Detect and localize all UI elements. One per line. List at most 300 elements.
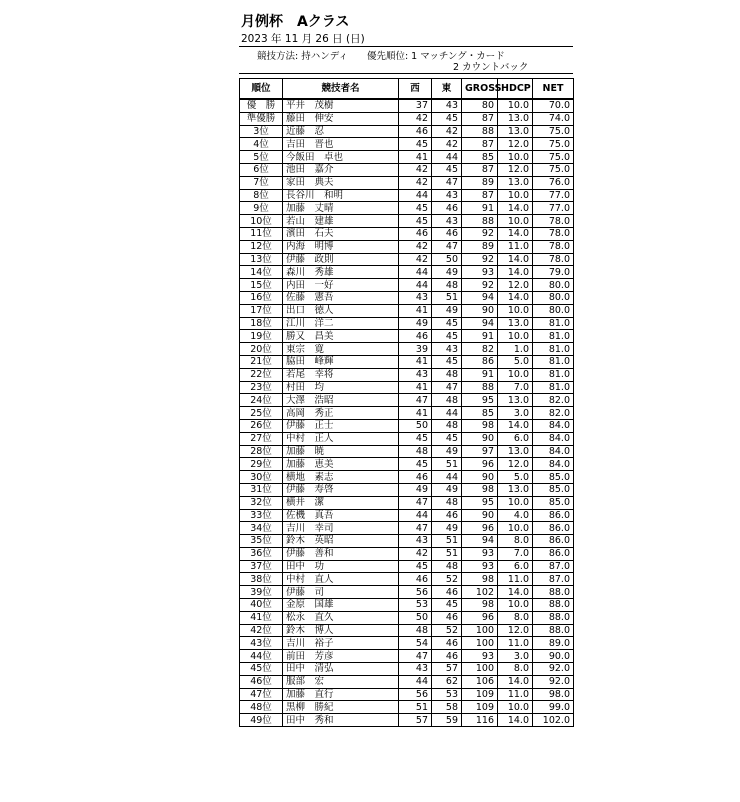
competition-rules <box>239 47 573 74</box>
rank-cell: 4位 <box>240 138 283 151</box>
hdcp-cell: 1.0 <box>498 343 533 356</box>
rank-cell: 42位 <box>240 624 283 637</box>
table-row <box>240 151 574 164</box>
table-row <box>240 189 574 202</box>
west-score-cell: 45 <box>399 432 432 445</box>
hdcp-cell: 12.0 <box>498 279 533 292</box>
player-name-cell: 鈴木 博人 <box>283 624 399 637</box>
east-score-cell: 47 <box>432 176 462 189</box>
net-cell: 78.0 <box>533 240 574 253</box>
west-score-cell: 37 <box>399 99 432 112</box>
table-row <box>240 714 574 727</box>
east-score-cell: 51 <box>432 535 462 548</box>
net-cell: 86.0 <box>533 522 574 535</box>
hdcp-cell: 8.0 <box>498 535 533 548</box>
player-name-cell: 吉田 晋也 <box>283 138 399 151</box>
east-score-cell: 47 <box>432 381 462 394</box>
west-score-cell: 41 <box>399 381 432 394</box>
east-score-cell: 43 <box>432 215 462 228</box>
player-name-cell: 大澤 浩昭 <box>283 394 399 407</box>
net-cell: 81.0 <box>533 330 574 343</box>
gross-cell: 102 <box>462 586 498 599</box>
east-score-cell: 46 <box>432 509 462 522</box>
table-row <box>240 202 574 215</box>
table-row <box>240 650 574 663</box>
west-score-cell: 41 <box>399 151 432 164</box>
table-row <box>240 599 574 612</box>
rank-cell: 45位 <box>240 663 283 676</box>
rank-cell: 13位 <box>240 253 283 266</box>
table-row <box>240 291 574 304</box>
player-name-cell: 伊藤 政則 <box>283 253 399 266</box>
player-name-cell: 横井 潔 <box>283 496 399 509</box>
rank-cell: 9位 <box>240 202 283 215</box>
west-score-cell: 44 <box>399 279 432 292</box>
header-player-name: 競技者名 <box>283 79 399 100</box>
player-name-cell: 黒柳 勝紀 <box>283 701 399 714</box>
player-name-cell: 加藤 恵美 <box>283 458 399 471</box>
gross-cell: 87 <box>462 112 498 125</box>
net-cell: 75.0 <box>533 138 574 151</box>
table-row <box>240 279 574 292</box>
gross-cell: 80 <box>462 99 498 112</box>
table-row <box>240 586 574 599</box>
net-cell: 78.0 <box>533 253 574 266</box>
hdcp-cell: 14.0 <box>498 586 533 599</box>
hdcp-cell: 7.0 <box>498 381 533 394</box>
west-score-cell: 47 <box>399 650 432 663</box>
player-name-cell: 濱田 石夫 <box>283 227 399 240</box>
net-cell: 70.0 <box>533 99 574 112</box>
player-name-cell: 若山 建雄 <box>283 215 399 228</box>
results-sheet <box>239 12 573 727</box>
east-score-cell: 50 <box>432 253 462 266</box>
hdcp-cell: 4.0 <box>498 509 533 522</box>
hdcp-cell: 6.0 <box>498 432 533 445</box>
west-score-cell: 54 <box>399 637 432 650</box>
hdcp-cell: 7.0 <box>498 547 533 560</box>
hdcp-cell: 12.0 <box>498 458 533 471</box>
gross-cell: 100 <box>462 637 498 650</box>
rank-cell: 12位 <box>240 240 283 253</box>
west-score-cell: 41 <box>399 407 432 420</box>
west-score-cell: 57 <box>399 714 432 727</box>
hdcp-cell: 10.0 <box>498 599 533 612</box>
gross-cell: 90 <box>462 432 498 445</box>
net-cell: 78.0 <box>533 215 574 228</box>
hdcp-cell: 10.0 <box>498 99 533 112</box>
gross-cell: 94 <box>462 317 498 330</box>
gross-cell: 87 <box>462 138 498 151</box>
west-score-cell: 42 <box>399 112 432 125</box>
gross-cell: 92 <box>462 227 498 240</box>
table-row <box>240 138 574 151</box>
gross-cell: 94 <box>462 535 498 548</box>
rules-line-1: 競技方法: 持ハンディ 優先順位: 1 マッチング・カード <box>257 51 505 62</box>
east-score-cell: 42 <box>432 125 462 138</box>
east-score-cell: 44 <box>432 471 462 484</box>
net-cell: 81.0 <box>533 381 574 394</box>
west-score-cell: 44 <box>399 509 432 522</box>
net-cell: 86.0 <box>533 535 574 548</box>
rank-cell: 44位 <box>240 650 283 663</box>
rank-cell: 18位 <box>240 317 283 330</box>
table-row <box>240 343 574 356</box>
player-name-cell: 伊藤 司 <box>283 586 399 599</box>
rank-cell: 30位 <box>240 471 283 484</box>
net-cell: 74.0 <box>533 112 574 125</box>
rank-cell: 39位 <box>240 586 283 599</box>
rank-cell: 47位 <box>240 688 283 701</box>
rank-cell: 46位 <box>240 675 283 688</box>
hdcp-cell: 11.0 <box>498 573 533 586</box>
gross-cell: 98 <box>462 419 498 432</box>
gross-cell: 96 <box>462 522 498 535</box>
table-row <box>240 240 574 253</box>
east-score-cell: 51 <box>432 547 462 560</box>
gross-cell: 88 <box>462 215 498 228</box>
net-cell: 77.0 <box>533 202 574 215</box>
player-name-cell: 佐機 真吾 <box>283 509 399 522</box>
east-score-cell: 45 <box>432 112 462 125</box>
west-score-cell: 43 <box>399 663 432 676</box>
net-cell: 89.0 <box>533 637 574 650</box>
west-score-cell: 45 <box>399 215 432 228</box>
table-row <box>240 624 574 637</box>
net-cell: 79.0 <box>533 266 574 279</box>
table-row <box>240 445 574 458</box>
table-row <box>240 432 574 445</box>
rank-cell: 31位 <box>240 483 283 496</box>
west-score-cell: 46 <box>399 125 432 138</box>
rank-cell: 28位 <box>240 445 283 458</box>
east-score-cell: 62 <box>432 675 462 688</box>
net-cell: 84.0 <box>533 432 574 445</box>
net-cell: 84.0 <box>533 458 574 471</box>
net-cell: 75.0 <box>533 163 574 176</box>
table-row <box>240 176 574 189</box>
player-name-cell: 松永 直久 <box>283 611 399 624</box>
net-cell: 85.0 <box>533 496 574 509</box>
gross-cell: 90 <box>462 304 498 317</box>
east-score-cell: 46 <box>432 202 462 215</box>
rank-cell: 11位 <box>240 227 283 240</box>
table-row <box>240 227 574 240</box>
hdcp-cell: 14.0 <box>498 714 533 727</box>
net-cell: 80.0 <box>533 279 574 292</box>
hdcp-cell: 13.0 <box>498 445 533 458</box>
hdcp-cell: 10.0 <box>498 496 533 509</box>
hdcp-cell: 10.0 <box>498 215 533 228</box>
east-score-cell: 43 <box>432 343 462 356</box>
player-name-cell: 近藤 忍 <box>283 125 399 138</box>
player-name-cell: 田中 秀和 <box>283 714 399 727</box>
table-row <box>240 675 574 688</box>
table-row <box>240 266 574 279</box>
results-table <box>239 78 574 727</box>
west-score-cell: 43 <box>399 535 432 548</box>
rank-cell: 23位 <box>240 381 283 394</box>
east-score-cell: 49 <box>432 522 462 535</box>
net-cell: 77.0 <box>533 189 574 202</box>
hdcp-cell: 10.0 <box>498 330 533 343</box>
player-name-cell: 出口 徳人 <box>283 304 399 317</box>
net-cell: 80.0 <box>533 291 574 304</box>
hdcp-cell: 3.0 <box>498 650 533 663</box>
header-hdcp: HDCP <box>498 79 533 100</box>
rank-cell: 29位 <box>240 458 283 471</box>
east-score-cell: 48 <box>432 496 462 509</box>
west-score-cell: 43 <box>399 368 432 381</box>
player-name-cell: 前田 芳彦 <box>283 650 399 663</box>
gross-cell: 89 <box>462 176 498 189</box>
rank-cell: 20位 <box>240 343 283 356</box>
hdcp-cell: 14.0 <box>498 419 533 432</box>
hdcp-cell: 10.0 <box>498 189 533 202</box>
east-score-cell: 45 <box>432 163 462 176</box>
gross-cell: 100 <box>462 624 498 637</box>
net-cell: 81.0 <box>533 317 574 330</box>
west-score-cell: 46 <box>399 330 432 343</box>
rank-cell: 15位 <box>240 279 283 292</box>
west-score-cell: 42 <box>399 163 432 176</box>
east-score-cell: 46 <box>432 611 462 624</box>
rank-cell: 24位 <box>240 394 283 407</box>
east-score-cell: 43 <box>432 189 462 202</box>
gross-cell: 90 <box>462 471 498 484</box>
hdcp-cell: 10.0 <box>498 522 533 535</box>
hdcp-cell: 3.0 <box>498 407 533 420</box>
east-score-cell: 45 <box>432 599 462 612</box>
east-score-cell: 57 <box>432 663 462 676</box>
gross-cell: 96 <box>462 611 498 624</box>
rank-cell: 25位 <box>240 407 283 420</box>
table-row <box>240 304 574 317</box>
gross-cell: 109 <box>462 701 498 714</box>
hdcp-cell: 8.0 <box>498 663 533 676</box>
table-row <box>240 253 574 266</box>
rank-cell: 40位 <box>240 599 283 612</box>
west-score-cell: 45 <box>399 458 432 471</box>
player-name-cell: 鈴木 英昭 <box>283 535 399 548</box>
table-row <box>240 407 574 420</box>
hdcp-cell: 12.0 <box>498 624 533 637</box>
east-score-cell: 49 <box>432 304 462 317</box>
west-score-cell: 45 <box>399 202 432 215</box>
net-cell: 84.0 <box>533 419 574 432</box>
net-cell: 88.0 <box>533 599 574 612</box>
gross-cell: 98 <box>462 573 498 586</box>
hdcp-cell: 14.0 <box>498 291 533 304</box>
gross-cell: 100 <box>462 663 498 676</box>
rank-cell: 22位 <box>240 368 283 381</box>
player-name-cell: 高岡 秀正 <box>283 407 399 420</box>
rank-cell: 49位 <box>240 714 283 727</box>
player-name-cell: 東宗 寛 <box>283 343 399 356</box>
west-score-cell: 47 <box>399 496 432 509</box>
rank-cell: 38位 <box>240 573 283 586</box>
player-name-cell: 服部 宏 <box>283 675 399 688</box>
gross-cell: 95 <box>462 496 498 509</box>
player-name-cell: 家田 典夫 <box>283 176 399 189</box>
net-cell: 98.0 <box>533 688 574 701</box>
table-header-row <box>240 79 574 100</box>
rank-cell: 3位 <box>240 125 283 138</box>
east-score-cell: 46 <box>432 586 462 599</box>
west-score-cell: 46 <box>399 227 432 240</box>
table-row <box>240 99 574 112</box>
hdcp-cell: 14.0 <box>498 675 533 688</box>
hdcp-cell: 13.0 <box>498 112 533 125</box>
table-row <box>240 458 574 471</box>
gross-cell: 93 <box>462 560 498 573</box>
east-score-cell: 48 <box>432 394 462 407</box>
hdcp-cell: 13.0 <box>498 125 533 138</box>
east-score-cell: 46 <box>432 637 462 650</box>
header-rank: 順位 <box>240 79 283 100</box>
rank-cell: 14位 <box>240 266 283 279</box>
west-score-cell: 53 <box>399 599 432 612</box>
player-name-cell: 吉川 裕子 <box>283 637 399 650</box>
net-cell: 75.0 <box>533 151 574 164</box>
table-row <box>240 522 574 535</box>
net-cell: 75.0 <box>533 125 574 138</box>
table-row <box>240 483 574 496</box>
east-score-cell: 45 <box>432 330 462 343</box>
west-score-cell: 51 <box>399 701 432 714</box>
net-cell: 84.0 <box>533 445 574 458</box>
net-cell: 78.0 <box>533 227 574 240</box>
hdcp-cell: 13.0 <box>498 176 533 189</box>
east-score-cell: 42 <box>432 138 462 151</box>
player-name-cell: 勝又 昌美 <box>283 330 399 343</box>
gross-cell: 98 <box>462 599 498 612</box>
hdcp-cell: 13.0 <box>498 483 533 496</box>
rank-cell: 37位 <box>240 560 283 573</box>
hdcp-cell: 6.0 <box>498 560 533 573</box>
table-row <box>240 215 574 228</box>
net-cell: 81.0 <box>533 355 574 368</box>
rank-cell: 16位 <box>240 291 283 304</box>
gross-cell: 96 <box>462 458 498 471</box>
west-score-cell: 49 <box>399 483 432 496</box>
gross-cell: 91 <box>462 368 498 381</box>
hdcp-cell: 13.0 <box>498 317 533 330</box>
west-score-cell: 44 <box>399 189 432 202</box>
table-row <box>240 368 574 381</box>
rank-cell: 優 勝 <box>240 99 283 112</box>
rank-cell: 36位 <box>240 547 283 560</box>
east-score-cell: 53 <box>432 688 462 701</box>
east-score-cell: 49 <box>432 445 462 458</box>
hdcp-cell: 10.0 <box>498 304 533 317</box>
table-row <box>240 688 574 701</box>
rank-cell: 26位 <box>240 419 283 432</box>
hdcp-cell: 11.0 <box>498 240 533 253</box>
gross-cell: 106 <box>462 675 498 688</box>
hdcp-cell: 5.0 <box>498 471 533 484</box>
hdcp-cell: 14.0 <box>498 253 533 266</box>
hdcp-cell: 10.0 <box>498 151 533 164</box>
player-name-cell: 内海 明博 <box>283 240 399 253</box>
hdcp-cell: 14.0 <box>498 202 533 215</box>
player-name-cell: 伊藤 寿啓 <box>283 483 399 496</box>
east-score-cell: 52 <box>432 624 462 637</box>
gross-cell: 91 <box>462 330 498 343</box>
net-cell: 82.0 <box>533 394 574 407</box>
west-score-cell: 50 <box>399 611 432 624</box>
player-name-cell: 伊藤 正士 <box>283 419 399 432</box>
east-score-cell: 44 <box>432 151 462 164</box>
gross-cell: 97 <box>462 445 498 458</box>
west-score-cell: 45 <box>399 560 432 573</box>
table-row <box>240 112 574 125</box>
net-cell: 87.0 <box>533 573 574 586</box>
table-row <box>240 573 574 586</box>
hdcp-cell: 12.0 <box>498 138 533 151</box>
east-score-cell: 43 <box>432 99 462 112</box>
player-name-cell: 田中 清弘 <box>283 663 399 676</box>
gross-cell: 116 <box>462 714 498 727</box>
east-score-cell: 58 <box>432 701 462 714</box>
gross-cell: 82 <box>462 343 498 356</box>
net-cell: 88.0 <box>533 611 574 624</box>
rank-cell: 21位 <box>240 355 283 368</box>
hdcp-cell: 12.0 <box>498 163 533 176</box>
rank-cell: 48位 <box>240 701 283 714</box>
player-name-cell: 若尾 幸将 <box>283 368 399 381</box>
player-name-cell: 加藤 丈晴 <box>283 202 399 215</box>
east-score-cell: 49 <box>432 483 462 496</box>
player-name-cell: 内田 一好 <box>283 279 399 292</box>
hdcp-cell: 10.0 <box>498 368 533 381</box>
west-score-cell: 39 <box>399 343 432 356</box>
east-score-cell: 48 <box>432 560 462 573</box>
west-score-cell: 47 <box>399 522 432 535</box>
west-score-cell: 44 <box>399 675 432 688</box>
rank-cell: 33位 <box>240 509 283 522</box>
rank-cell: 17位 <box>240 304 283 317</box>
gross-cell: 85 <box>462 407 498 420</box>
west-score-cell: 46 <box>399 471 432 484</box>
table-row <box>240 637 574 650</box>
gross-cell: 92 <box>462 253 498 266</box>
west-score-cell: 44 <box>399 266 432 279</box>
gross-cell: 87 <box>462 189 498 202</box>
west-score-cell: 43 <box>399 291 432 304</box>
net-cell: 85.0 <box>533 471 574 484</box>
east-score-cell: 51 <box>432 291 462 304</box>
west-score-cell: 41 <box>399 355 432 368</box>
gross-cell: 87 <box>462 163 498 176</box>
table-row <box>240 701 574 714</box>
table-row <box>240 381 574 394</box>
player-name-cell: 田中 功 <box>283 560 399 573</box>
rank-cell: 34位 <box>240 522 283 535</box>
rank-cell: 7位 <box>240 176 283 189</box>
east-score-cell: 48 <box>432 419 462 432</box>
player-name-cell: 横地 素志 <box>283 471 399 484</box>
net-cell: 82.0 <box>533 407 574 420</box>
east-score-cell: 46 <box>432 650 462 663</box>
table-row <box>240 535 574 548</box>
gross-cell: 92 <box>462 279 498 292</box>
west-score-cell: 47 <box>399 394 432 407</box>
rank-cell: 5位 <box>240 151 283 164</box>
player-name-cell: 加藤 暁 <box>283 445 399 458</box>
gross-cell: 93 <box>462 547 498 560</box>
rules-line-2: 2 カウントバック <box>453 62 529 73</box>
